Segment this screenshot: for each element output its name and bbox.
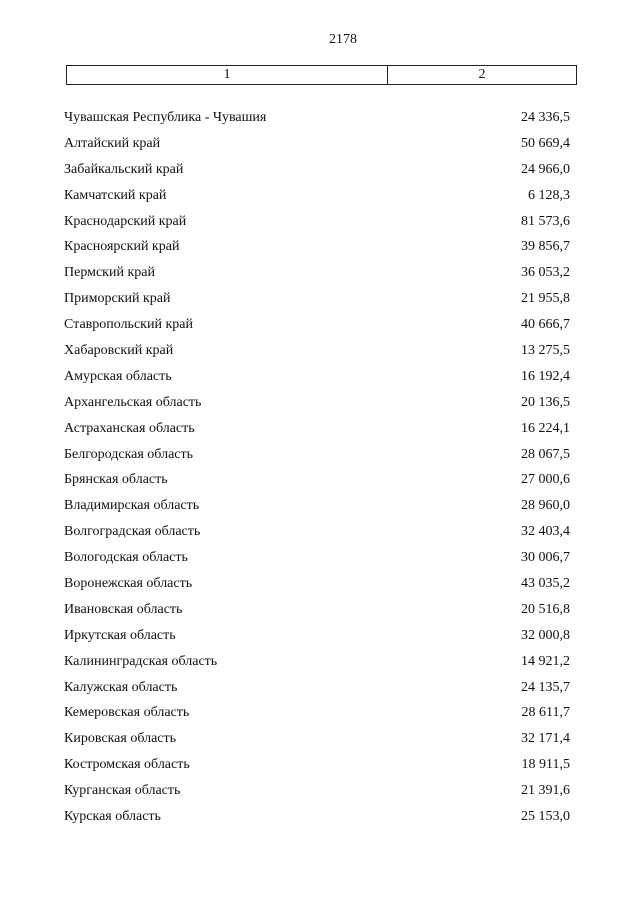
region-name: Кемеровская область (64, 705, 190, 721)
table-row (0, 315, 640, 341)
table-row (0, 263, 640, 289)
region-value: 28 960,0 (521, 498, 570, 514)
table-row (0, 678, 640, 704)
region-value: 28 611,7 (521, 705, 570, 721)
region-value: 40 666,7 (521, 317, 570, 333)
table-row (0, 367, 640, 393)
table-row (0, 548, 640, 574)
region-name: Брянская область (64, 472, 168, 488)
region-name: Калининградская область (64, 653, 218, 669)
region-value: 18 911,5 (521, 757, 570, 773)
table-row (0, 212, 640, 238)
region-name: Калужская область (64, 679, 178, 695)
region-name: Иркутская область (64, 627, 176, 643)
table-row (0, 626, 640, 652)
region-name: Курганская область (64, 783, 181, 799)
table-row (0, 393, 640, 419)
column-header-2: 2 (478, 67, 486, 82)
table-row (0, 419, 640, 445)
region-value: 27 000,6 (521, 472, 570, 488)
region-name: Чувашская Республика - Чувашия (64, 110, 267, 125)
table-row (0, 703, 640, 729)
table-row (0, 781, 640, 807)
region-name: Костромская область (64, 757, 190, 773)
region-name: Камчатский край (64, 187, 167, 203)
region-value: 28 067,5 (521, 446, 570, 462)
region-name: Астраханская область (64, 420, 195, 436)
region-value: 16 192,4 (521, 368, 570, 384)
region-name: Архангельская область (64, 394, 202, 410)
region-name: Красноярский край (64, 239, 180, 255)
region-value: 43 035,2 (521, 576, 570, 592)
region-name: Владимирская область (64, 498, 200, 514)
region-name: Хабаровский край (64, 343, 174, 359)
table-row (0, 289, 640, 315)
table-row (0, 134, 640, 160)
region-name: Пермский край (64, 265, 155, 281)
table-row (0, 186, 640, 212)
region-value: 21 955,8 (521, 291, 570, 307)
table-row (0, 522, 640, 548)
region-value: 25 153,0 (521, 809, 570, 825)
table-row (0, 470, 640, 496)
table-row (0, 729, 640, 755)
region-name: Краснодарский край (64, 213, 187, 229)
table-body (0, 108, 640, 833)
table-row (0, 755, 640, 781)
table-row (0, 496, 640, 522)
table-row (0, 600, 640, 626)
region-value: 24 135,7 (521, 679, 570, 695)
region-value: 6 128,3 (528, 187, 570, 203)
region-name: Вологодская область (64, 550, 188, 566)
region-value: 13 275,5 (521, 343, 570, 359)
region-value: 21 391,6 (521, 783, 570, 799)
region-value: 50 669,4 (521, 135, 570, 151)
region-value: 14 921,2 (521, 653, 570, 669)
region-value: 20 516,8 (521, 601, 570, 617)
table-row (0, 108, 640, 134)
table-row (0, 445, 640, 471)
table-row (0, 160, 640, 186)
region-name: Ставропольский край (64, 317, 193, 333)
region-value: 32 403,4 (521, 524, 570, 540)
region-value: 24 336,5 (521, 110, 570, 125)
region-value: 32 000,8 (521, 627, 570, 643)
table-row (0, 574, 640, 600)
table-row (0, 652, 640, 678)
region-name: Алтайский край (64, 135, 161, 151)
table-row (0, 341, 640, 367)
region-name: Курская область (64, 809, 161, 825)
region-value: 36 053,2 (521, 265, 570, 281)
region-name: Забайкальский край (64, 161, 184, 177)
region-value: 81 573,6 (521, 213, 570, 229)
region-value: 20 136,5 (521, 394, 570, 410)
region-value: 30 006,7 (521, 550, 570, 566)
table-header (66, 65, 577, 85)
region-value: 24 966,0 (521, 161, 570, 177)
region-value: 39 856,7 (521, 239, 570, 255)
region-name: Амурская область (64, 368, 172, 384)
region-name: Приморский край (64, 291, 171, 307)
region-name: Воронежская область (64, 576, 193, 592)
table-row (0, 237, 640, 263)
region-value: 16 224,1 (521, 420, 570, 436)
region-name: Кировская область (64, 731, 177, 747)
table-row (0, 807, 640, 833)
region-name: Волгоградская область (64, 524, 201, 540)
region-name: Белгородская область (64, 446, 194, 462)
column-header-1: 1 (67, 66, 388, 84)
region-value: 32 171,4 (521, 731, 570, 747)
page-number: 2178 (329, 32, 357, 47)
region-name: Ивановская область (64, 601, 183, 617)
